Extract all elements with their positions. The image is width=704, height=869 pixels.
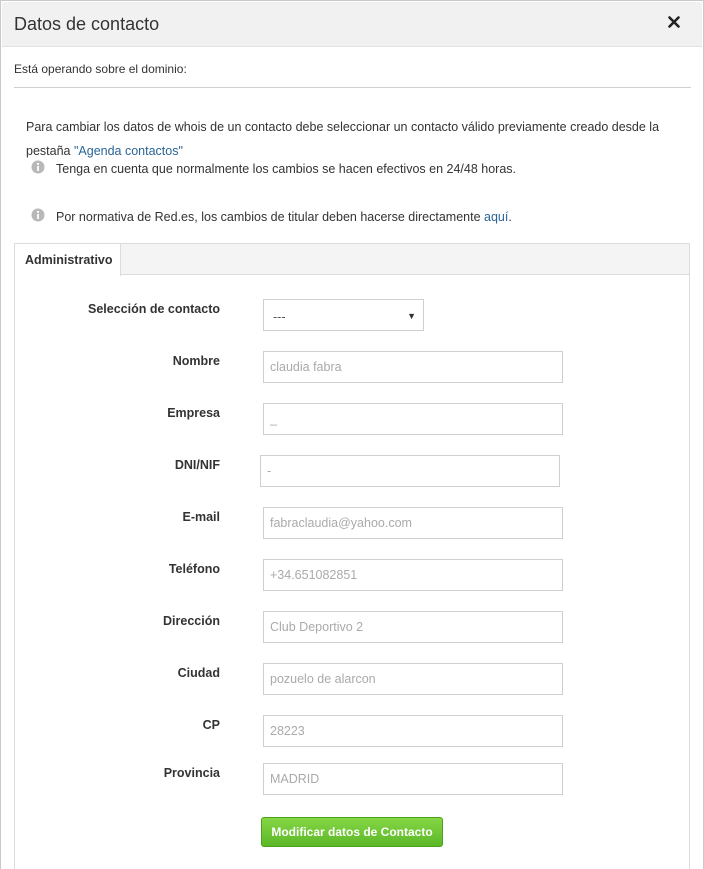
info-paragraph: [26, 115, 676, 163]
divider: [14, 87, 691, 88]
dni-field[interactable]: [260, 455, 560, 487]
note2-text: Por normativa de Red.es, los cambios de titular deben hacerse directamente: [56, 210, 485, 224]
modal-header: [2, 2, 702, 47]
note-text: [56, 210, 512, 224]
provincia-label: Provincia: [163, 766, 220, 780]
info-icon: [31, 208, 45, 222]
provincia-field[interactable]: [263, 763, 563, 795]
telefono-label: Teléfono: [168, 562, 220, 576]
ciudad-label: Ciudad: [177, 666, 220, 680]
empresa-field[interactable]: [263, 403, 563, 435]
cp-label: CP: [202, 718, 220, 732]
modificar-contacto-button[interactable]: Modificar datos de Contacto: [261, 817, 443, 847]
email-label: E-mail: [182, 510, 220, 524]
nombre-field[interactable]: [263, 351, 563, 383]
note-text: Tenga en cuenta que normalmente los cambios se hacen efectivos en 24/48 horas.: [56, 162, 517, 176]
cp-field[interactable]: [263, 715, 563, 747]
contact-select-value: ---: [273, 310, 286, 324]
aqui-link[interactable]: aquí: [484, 210, 509, 224]
modal-title: Datos de contacto: [14, 14, 160, 34]
chevron-down-icon: ▼: [407, 311, 416, 321]
tab-administrativo[interactable]: Administrativo: [15, 244, 121, 276]
direccion-field[interactable]: [263, 611, 563, 643]
tab-bar: [15, 244, 689, 275]
telefono-field[interactable]: [263, 559, 563, 591]
contact-select-label: Selección de contacto: [88, 302, 220, 316]
info-text: Para cambiar los datos de whois de un contacto debe seleccionar un contacto válido previamente creado desde la pestaña: [26, 120, 660, 158]
nombre-label: Nombre: [172, 354, 220, 368]
ciudad-field[interactable]: [263, 663, 563, 695]
note2-end: .: [508, 210, 512, 224]
info-icon: [31, 160, 45, 174]
empresa-label: Empresa: [167, 406, 220, 420]
contact-select[interactable]: [263, 299, 424, 331]
direccion-label: Dirección: [163, 614, 220, 628]
dni-label: DNI/NIF: [174, 458, 220, 472]
agenda-contactos-link[interactable]: "Agenda contactos": [73, 144, 183, 158]
close-icon[interactable]: [668, 16, 684, 32]
email-field[interactable]: [263, 507, 563, 539]
domain-text: Está operando sobre el dominio:: [14, 62, 187, 76]
